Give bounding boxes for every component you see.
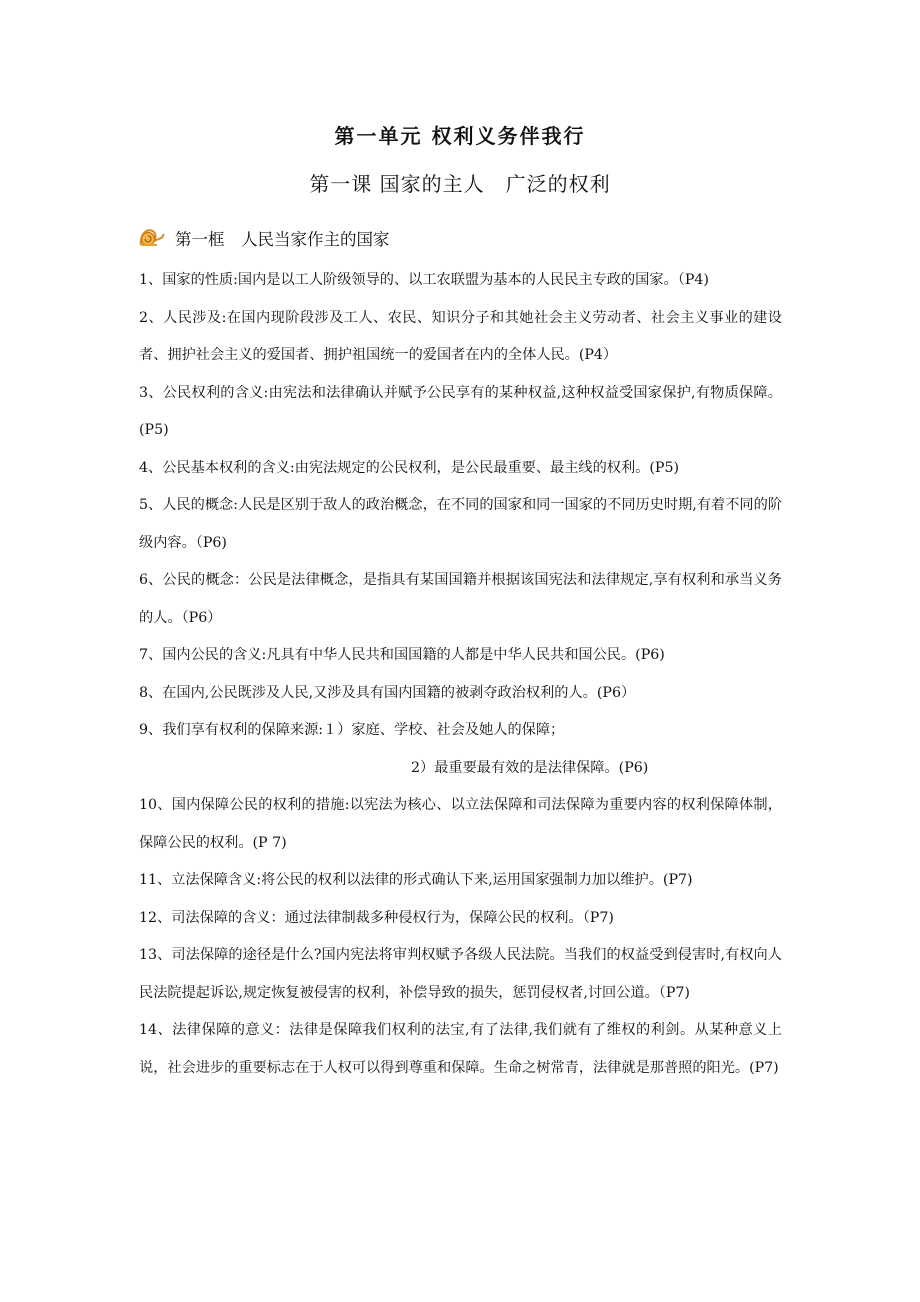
- list-item: 14、法律保障的意义：法律是保障我们权利的法宝,有了法律,我们就有了维权的利剑。从某种意义上说，社会进步的重要标志在于人权可以得到尊重和保障。生命之树常青，法律就是那普照的阳光。(P7): [139, 1022, 782, 1076]
- list-item: 2、人民涉及:在国内现阶段涉及工人、农民、知识分子和其她社会主义劳动者、社会主义事业的建设者、拥护社会主义的爱国者、拥护祖国统一的爱国者在内的全体人民。(P4）: [139, 309, 782, 363]
- list-item: 6、公民的概念：公民是法律概念，是指具有某国国籍并根据该国宪法和法律规定,享有权利和承当义务的人。（P6）: [139, 572, 782, 626]
- section-title: 第一框 人民当家作主的国家: [175, 230, 390, 249]
- list-item: 4、公民基本权利的含义:由宪法规定的公民权利，是公民最重要、最主线的权利。(P5): [139, 459, 680, 476]
- list-item: 11、立法保障含义:将公民的权利以法律的形式确认下来,运用国家强制力加以维护。(P7): [139, 872, 693, 888]
- list-item: 5、人民的概念:人民是区别于敌人的政治概念，在不同的国家和同一国家的不同历史时期,有着不同的阶级内容。（P6): [139, 497, 782, 551]
- list-item: 8、在国内,公民既涉及人民,又涉及具有国内国籍的被剥夺政治权利的人。(P6）: [139, 684, 636, 701]
- lesson-title: 第一课 国家的主人 广泛的权利: [309, 172, 611, 196]
- list-item: 12、司法保障的含义：通过法律制裁多种侵权行为，保障公民的权利。（P7): [139, 909, 614, 926]
- snail-icon: [139, 228, 165, 248]
- list-item-continuation: 2）最重要最有效的是法律保障。(P6): [411, 759, 649, 776]
- unit-title: 第一单元 权利义务伴我行: [334, 124, 586, 148]
- section-heading: [139, 224, 390, 252]
- list-item: 13、司法保障的途径是什么?国内宪法将审判权赋予各级人民法院。当我们的权益受到侵害时,有权向人民法院提起诉讼,规定恢复被侵害的权利，补偿导致的损失，惩罚侵权者,讨回公道。（P7): [139, 947, 782, 1001]
- document-body: [139, 262, 782, 1087]
- list-item: 7、国内公民的含义:凡具有中华人民共和国国籍的人都是中华人民共和国公民。(P6): [139, 647, 665, 663]
- list-item: 9、我们享有权利的保障来源:１）家庭、学校、社会及她人的保障；: [139, 722, 565, 738]
- list-item: 3、公民权利的含义:由宪法和法律确认并赋予公民享有的某种权益,这种权益受国家保护,有物质保障。(P5): [139, 384, 782, 438]
- list-item: 1、国家的性质:国内是以工人阶级领导的、以工农联盟为基本的人民民主专政的国家。（P4): [139, 272, 709, 288]
- list-item: 10、国内保障公民的权利的措施:以宪法为核心、以立法保障和司法保障为重要内容的权利保障体制，保障公民的权利。(P 7): [139, 797, 782, 851]
